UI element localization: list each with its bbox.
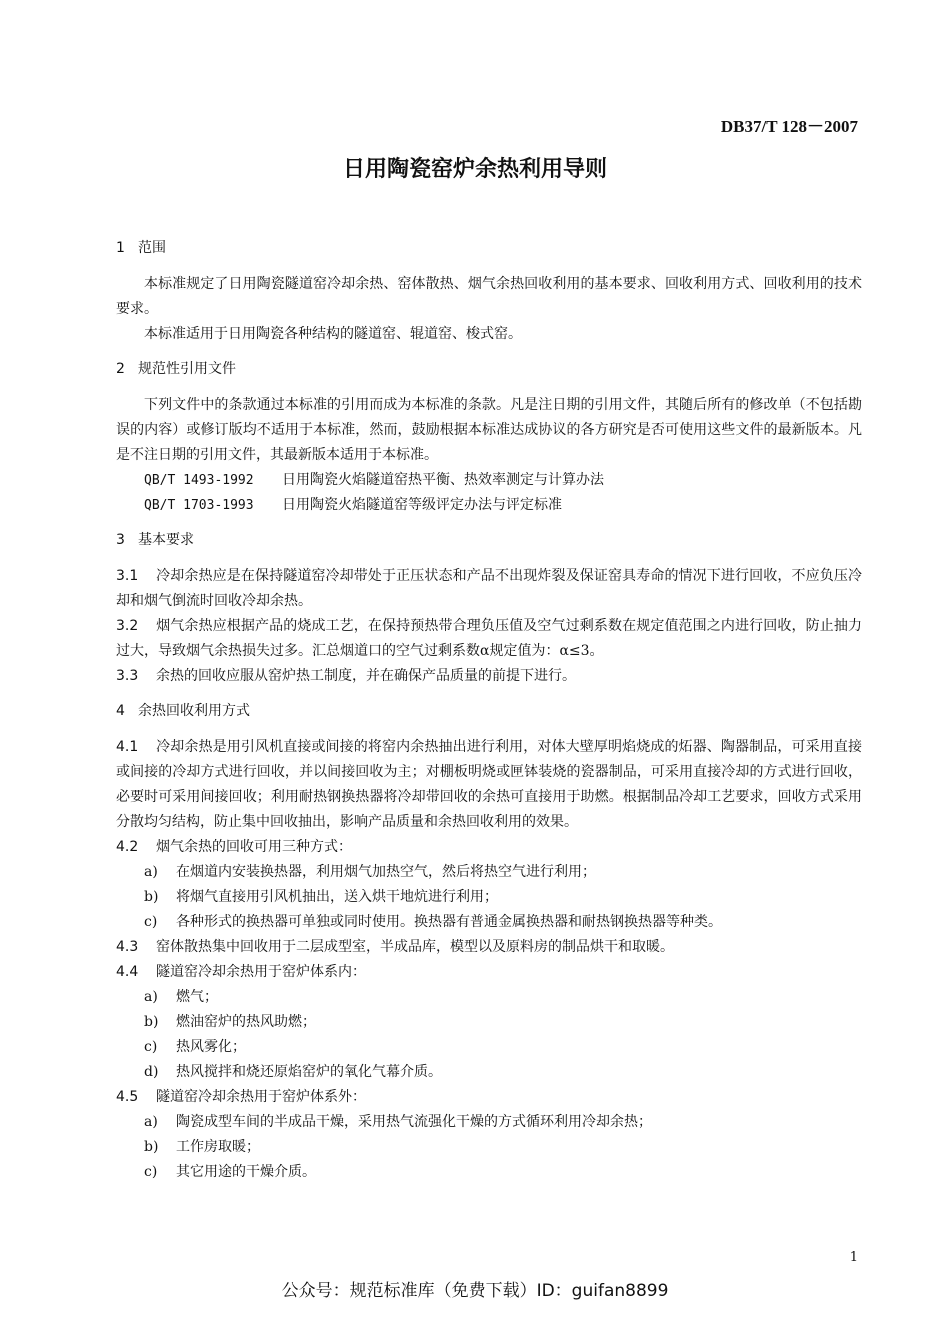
clause-number: 4.1 xyxy=(116,739,139,755)
clause-text: 冷却余热应是在保持隧道窑冷却带处于正压状态和产品不出现炸裂及保证窑具寿命的情况下进行回收，不应负压冷却和烟气倒流时回收冷却余热。 xyxy=(116,568,862,609)
reference-title: 日用陶瓷火焰隧道窑热平衡、热效率测定与计算办法 xyxy=(282,472,604,488)
section-number: 4 xyxy=(116,703,125,719)
list-marker: b) xyxy=(144,889,159,905)
reference-title: 日用陶瓷火焰隧道窑等级评定办法与评定标准 xyxy=(282,497,562,513)
section-title: 规范性引用文件 xyxy=(138,361,236,377)
list-item xyxy=(116,1010,862,1035)
list-marker: a) xyxy=(144,989,158,1005)
clause-3-3 xyxy=(116,664,862,689)
reference-code: QB/T 1703-1993 xyxy=(144,498,254,513)
reference-code: QB/T 1493-1992 xyxy=(144,473,254,488)
list-marker: a) xyxy=(144,864,158,880)
clause-number: 4.2 xyxy=(116,839,139,855)
clause-text: 窑体散热集中回收用于二层成型室，半成品库，模型以及原料房的制品烘干和取暖。 xyxy=(156,939,674,955)
section-number: 2 xyxy=(116,361,125,377)
list-item-text: 在烟道内安装换热器，利用烟气加热空气，然后将热空气进行利用； xyxy=(176,864,596,880)
section-heading-2 xyxy=(116,357,862,382)
clause-4-1 xyxy=(116,735,862,835)
paragraph: 本标准适用于日用陶瓷各种结构的隧道窑、辊道窑、梭式窑。 xyxy=(144,326,522,342)
clause-4-5 xyxy=(116,1085,862,1110)
section-number: 3 xyxy=(116,532,125,548)
clause-4-4 xyxy=(116,960,862,985)
clause-number: 3.3 xyxy=(116,668,139,684)
section-title: 范围 xyxy=(138,240,166,256)
list-item xyxy=(116,1135,862,1160)
list-item-text: 将烟气直接用引风机抽出，送入烘干地炕进行利用； xyxy=(176,889,498,905)
list-item-text: 燃气； xyxy=(176,989,218,1005)
list-item-text: 其它用途的干燥介质。 xyxy=(176,1164,316,1180)
list-marker: b) xyxy=(144,1139,159,1155)
clause-number: 3.2 xyxy=(116,618,139,634)
list-item xyxy=(116,910,862,935)
list-item xyxy=(116,1110,862,1135)
page-number: 1 xyxy=(849,1250,858,1265)
list-item xyxy=(116,1060,862,1085)
list-item xyxy=(116,985,862,1010)
reference-item xyxy=(116,468,862,493)
section-title: 余热回收利用方式 xyxy=(138,703,250,719)
clause-4-3 xyxy=(116,935,862,960)
document-body xyxy=(116,236,862,1185)
clause-text: 烟气余热的回收可用三种方式： xyxy=(156,839,352,855)
list-item-text: 各种形式的换热器可单独或同时使用。换热器有普通金属换热器和耐热钢换热器等种类。 xyxy=(176,914,722,930)
standard-number: DB37/T 128－2007 xyxy=(720,117,858,136)
list-marker: c) xyxy=(144,1039,158,1055)
document-title: 日用陶瓷窑炉余热利用导则 xyxy=(342,157,607,182)
clause-text: 隧道窑冷却余热用于窑炉体系外： xyxy=(156,1089,366,1105)
section-heading-1 xyxy=(116,236,862,261)
footer-watermark: 公众号：规范标准库（免费下载）ID：guifan8899 xyxy=(281,1281,669,1301)
paragraph: 下列文件中的条款通过本标准的引用而成为本标准的条款。凡是注日期的引用文件，其随后所有的修改单（不包括勘误的内容）或修订版均不适用于本标准，然而，鼓励根据本标准达成协议的各方研究是否可使用这些文件的最新版本。凡是不注日期的引用文件，其最新版本适用于本标准。 xyxy=(116,397,862,463)
clause-text: 余热的回收应服从窑炉热工制度，并在确保产品质量的前提下进行。 xyxy=(156,668,576,684)
clause-number: 4.5 xyxy=(116,1089,139,1105)
clause-3-2 xyxy=(116,614,862,664)
list-item-text: 工作房取暖； xyxy=(176,1139,260,1155)
list-item xyxy=(116,885,862,910)
clause-number: 3.1 xyxy=(116,568,139,584)
list-item-text: 陶瓷成型车间的半成品干燥，采用热气流强化干燥的方式循环利用冷却余热； xyxy=(176,1114,652,1130)
section-heading-3 xyxy=(116,528,862,553)
clause-text: 隧道窑冷却余热用于窑炉体系内： xyxy=(156,964,366,980)
list-marker: d) xyxy=(144,1064,159,1080)
section-number: 1 xyxy=(116,240,125,256)
section-title: 基本要求 xyxy=(138,532,194,548)
list-item xyxy=(116,860,862,885)
clause-4-2 xyxy=(116,835,862,860)
clause-number: 4.3 xyxy=(116,939,139,955)
reference-item xyxy=(116,493,862,518)
clause-text: 烟气余热应根据产品的烧成工艺，在保持预热带合理负压值及空气过剩系数在规定值范围之内进行回收，防止抽力过大，导致烟气余热损失过多。汇总烟道口的空气过剩系数α规定值为：α≤3。 xyxy=(116,618,862,659)
list-marker: c) xyxy=(144,914,158,930)
clause-number: 4.4 xyxy=(116,964,139,980)
list-item xyxy=(116,1035,862,1060)
section-heading-4 xyxy=(116,699,862,724)
list-item-text: 燃油窑炉的热风助燃； xyxy=(176,1014,316,1030)
clause-3-1 xyxy=(116,564,862,614)
list-item-text: 热风雾化； xyxy=(176,1039,246,1055)
list-item xyxy=(116,1160,862,1185)
list-marker: b) xyxy=(144,1014,159,1030)
list-marker: c) xyxy=(144,1164,158,1180)
paragraph: 本标准规定了日用陶瓷隧道窑冷却余热、窑体散热、烟气余热回收利用的基本要求、回收利用方式、回收利用的技术要求。 xyxy=(116,276,862,317)
clause-text: 冷却余热是用引风机直接或间接的将窑内余热抽出进行利用，对体大壁厚明焰烧成的炻器、陶器制品，可采用直接或间接的冷却方式进行回收，并以间接回收为主；对棚板明烧或匣钵装烧的瓷器制品，可采用直接冷却的方式进行回收，必要时可采用间接回收；利用耐热钢换热器将冷却带回收的余热可直接用于助燃。根据制品冷却工艺要求，回收方式采用分散均匀结构，防止集中回收抽出，影响产品质量和余热回收利用的效果。 xyxy=(116,739,862,830)
list-marker: a) xyxy=(144,1114,158,1130)
list-item-text: 热风搅拌和烧还原焰窑炉的氧化气幕介质。 xyxy=(176,1064,442,1080)
